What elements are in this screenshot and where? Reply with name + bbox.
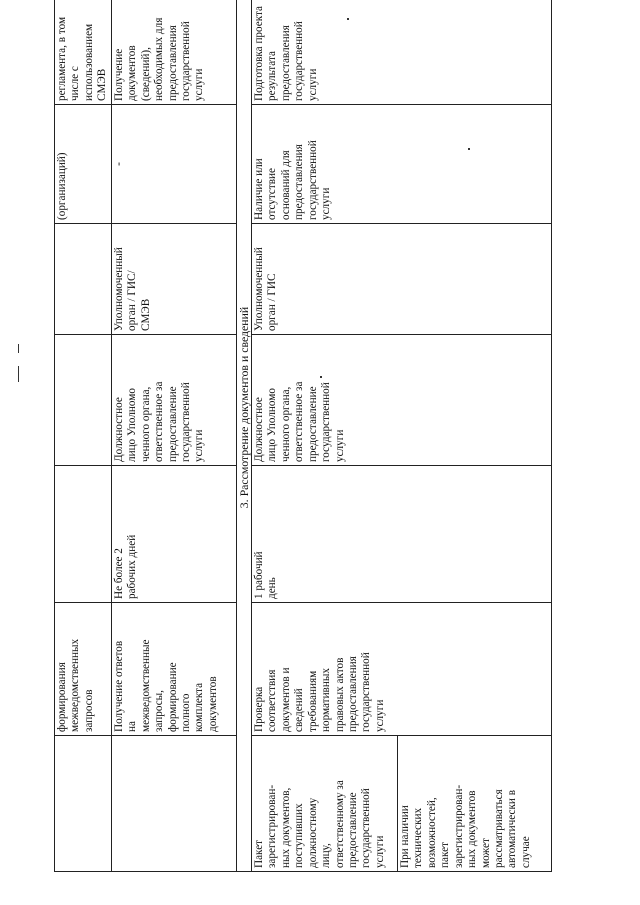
scan-mark	[347, 18, 349, 20]
table-cell	[397, 736, 551, 872]
table-row-top	[55, 0, 112, 872]
cell-text: -	[112, 162, 125, 166]
cell-text: регламента, в том числе с использованием СМЭВ	[56, 16, 109, 101]
table-cell	[111, 335, 236, 466]
table-cell	[55, 224, 112, 335]
table-cell	[251, 736, 397, 872]
cell-text: (организаций)	[56, 152, 68, 220]
procedure-table	[54, 0, 552, 872]
table-cell	[251, 105, 551, 224]
cell-text: Получение ответов на межведомственные запросы, формирование полного комплекта документов	[112, 639, 219, 732]
cell-text: Получение документов (сведений), необходимых для предоставления государственной услуги	[112, 17, 206, 101]
cell-text: Пакет зарегистрирован- ных документов, поступивших должностному лицу, ответственному за предоставление государственной услуги	[252, 780, 386, 868]
cell-text: Проверка соответствия документов и сведений требованиям нормативных правовых актов предоставления государственной услуги	[252, 652, 386, 732]
table-cell	[251, 224, 551, 335]
table-cell	[111, 603, 236, 736]
section-title: 3. Рассмотрение документов и сведений	[236, 306, 251, 509]
table-cell	[251, 603, 551, 736]
table-cell	[55, 603, 112, 736]
table-cell	[55, 0, 112, 105]
cell-text: Должностное лицо Уполномо ченного органа, ответственное за предоставление государственной услуги	[252, 381, 346, 462]
table-cell	[251, 0, 551, 105]
cell-text: 1 рабочий день	[252, 551, 279, 599]
cell-text: Уполномоченный орган / ГИС	[252, 247, 279, 331]
table-cell	[111, 105, 236, 224]
table-cell	[55, 335, 112, 466]
cell-text: Должностное лицо Уполномо ченного органа, ответственное за предоставление государственной услуги	[112, 381, 206, 462]
table-cell	[111, 0, 236, 105]
scan-mark	[468, 148, 470, 150]
table-cell	[55, 736, 112, 872]
cell-text: Подготовка проекта результата предоставления государственной услуги	[252, 6, 319, 101]
cell-text: Не более 2 рабочих дней	[112, 534, 139, 599]
cell-text: Наличие или отсутствие оснований для предоставления государственной услуги	[252, 140, 333, 220]
cell-text: При наличии технических возможностей, пакет зарегистрирован- ных документов может рассматриваться автоматически в случае	[398, 784, 532, 868]
table-cell	[251, 466, 551, 603]
table-cell	[111, 224, 236, 335]
table-row-review	[251, 0, 397, 872]
table-cell	[55, 105, 112, 224]
cell-text: формирования межведомственных запросов	[56, 638, 95, 732]
table-row-section	[236, 0, 251, 872]
table-row-responses	[111, 0, 236, 872]
table-cell	[55, 466, 112, 603]
table-cell	[251, 335, 551, 466]
scan-mark	[320, 376, 322, 378]
scan-mark	[18, 366, 19, 382]
table-cell	[111, 466, 236, 603]
cell-text: Уполномоченный орган / ГИС/ СМЭВ	[112, 247, 152, 331]
scan-mark	[18, 344, 19, 353]
section-heading	[236, 0, 251, 872]
table-cell	[111, 736, 236, 872]
